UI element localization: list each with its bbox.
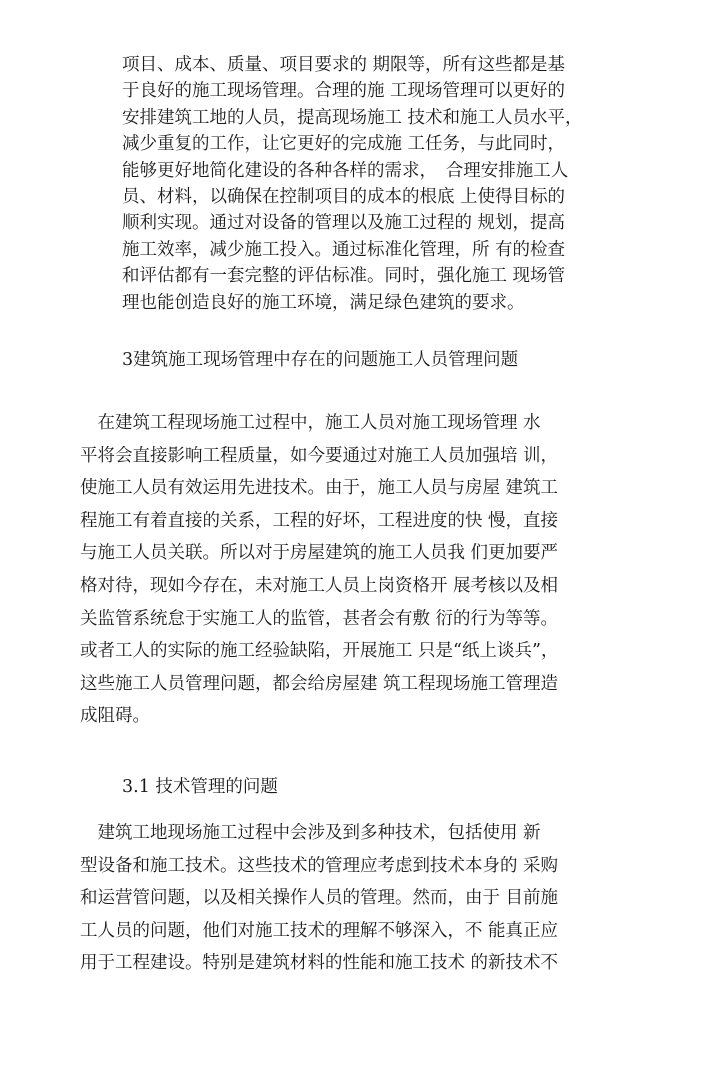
text-line: 和运营管问题，以及相关操作人员的管理。然而，由于 目前施: [80, 888, 559, 909]
text-line: 程施工有着直接的关系，工程的好坏，工程进度的快 慢，直接: [80, 510, 559, 531]
text-line: 施工效率，减少施工投入。通过标准化管理，所 有的检查: [122, 239, 566, 260]
text-line: 顺利实现。通过对设备的管理以及施工过程的 规划，提高: [122, 213, 566, 234]
text-line: 员、材料，以确保在控制项目的成本的根底 上使得目标的: [122, 187, 566, 208]
section-heading-3: 3建筑施工现场管理中存在的问题施工人员管理问题: [122, 350, 519, 370]
text-line: 能够更好地简化建设的各种各样的需求， 合理安排施工人: [122, 160, 569, 181]
paragraph-technical-management: [80, 817, 660, 980]
text-line: 用于工程建设。特别是建筑材料的性能和施工技术 的新技术不: [80, 953, 559, 974]
text-line: 在建筑工程现场施工过程中，施工人员对施工现场管理 水: [80, 413, 541, 433]
text-line: 这些施工人员管理问题，都会给房屋建 筑工程现场施工管理造: [80, 673, 559, 694]
section-heading-3-1: 3.1 技术管理的问题: [122, 777, 278, 797]
text-line: 减少重复的工作，让它更好的完成施 工任务，与此同时，: [122, 134, 566, 155]
text-line: 关监管系统怠于实施工人的监管，甚者会有敷 衍的行为等等。: [80, 608, 559, 629]
text-line: 型设备和施工技术。这些技术的管理应考虑到技术本身的 采购: [80, 855, 559, 876]
text-line: 建筑工地现场施工过程中会涉及到多种技术，包括使用 新: [80, 823, 541, 843]
text-line: 安排建筑工地的人员，提高现场施工 技术和施工人员水平，: [122, 107, 583, 128]
text-line: 成阻碍。: [80, 706, 150, 727]
text-line: 平将会直接影响工程质量，如今要通过对施工人员加强培 训，: [80, 445, 559, 466]
text-line: 理也能创造良好的施工环境，满足绿色建筑的要求。: [122, 292, 525, 313]
text-line: 格对待，现如今存在，未对施工人员上岗资格开 展考核以及相: [80, 575, 559, 596]
text-line: 使施工人员有效运用先进技术。由于，施工人员与房屋 建筑工: [80, 478, 559, 499]
text-line: 与施工人员关联。所以对于房屋建筑的施工人员我 们更加要严: [80, 543, 559, 564]
text-line: 项目、成本、质量、项目要求的 期限等，所有这些都是基: [122, 55, 566, 75]
text-line: 工人员的问题，他们对施工技术的理解不够深入，不 能真正应: [80, 920, 559, 941]
paragraph-intro: [122, 52, 648, 316]
paragraph-personnel-management: [80, 407, 660, 733]
text-line: 和评估都有一套完整的评估标准。同时，强化施工 现场管: [122, 266, 566, 287]
text-line: 或者工人的实际的施工经验缺陷，开展施工 只是“纸上谈兵”，: [80, 641, 559, 662]
text-line: 于良好的施工现场管理。合理的施 工现场管理可以更好的: [122, 81, 566, 102]
